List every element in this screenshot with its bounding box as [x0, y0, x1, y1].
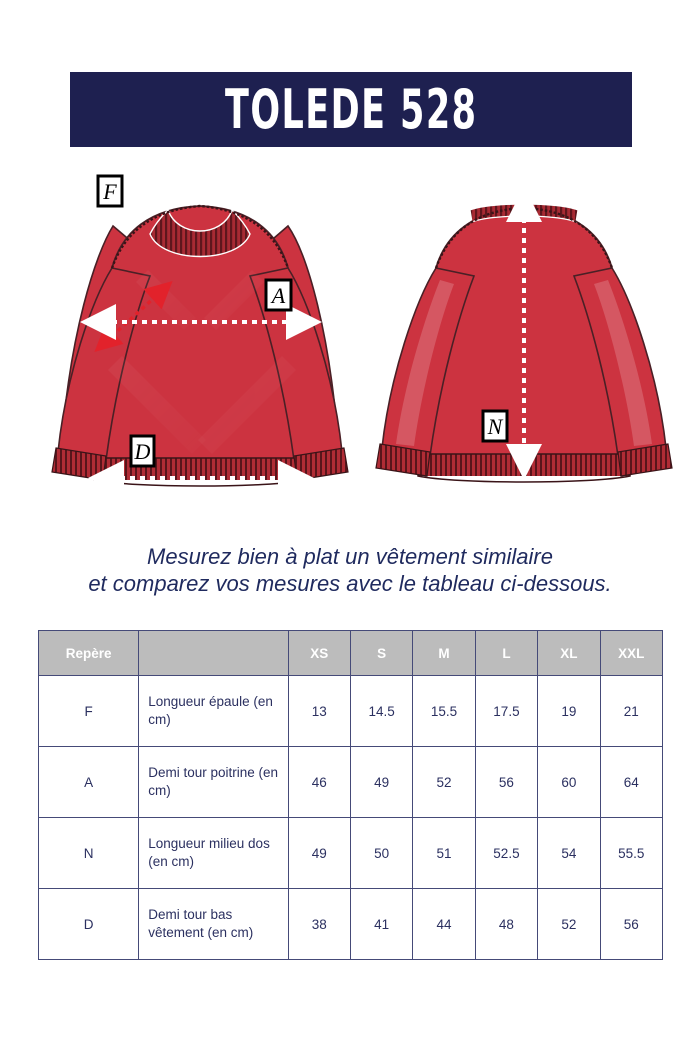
header-size-s: S	[350, 631, 412, 676]
cell-xl: 52	[538, 889, 600, 960]
svg-text:N: N	[487, 414, 503, 439]
table-row	[39, 747, 663, 818]
svg-text:F: F	[103, 179, 117, 204]
cell-xxl: 56	[600, 889, 662, 960]
cell-l: 48	[475, 889, 537, 960]
row-description: Demi tour bas vêtement (en cm)	[139, 889, 288, 960]
marker-d-label	[131, 436, 154, 466]
cell-m: 44	[413, 889, 475, 960]
svg-text:A: A	[271, 283, 286, 308]
marker-f-label	[98, 176, 122, 206]
instruction-line-2: et comparez vos mesures avec le tableau ci-dessous.	[88, 570, 612, 596]
header-size-xs: XS	[288, 631, 350, 676]
header-size-l: L	[475, 631, 537, 676]
cell-xl: 60	[538, 747, 600, 818]
header-size-m: M	[413, 631, 475, 676]
cell-s: 14.5	[350, 676, 412, 747]
table-row	[39, 818, 663, 889]
cell-xxl: 64	[600, 747, 662, 818]
cell-xxl: 55.5	[600, 818, 662, 889]
cell-xl: 54	[538, 818, 600, 889]
table-row	[39, 889, 663, 960]
cell-xl: 19	[538, 676, 600, 747]
row-description: Longueur milieu dos (en cm)	[139, 818, 288, 889]
marker-n-label	[483, 411, 507, 441]
row-description: Demi tour poitrine (en cm)	[139, 747, 288, 818]
row-marker: N	[39, 818, 139, 889]
page-title: TOLEDE 528	[224, 77, 478, 141]
cell-m: 52	[413, 747, 475, 818]
svg-text:D: D	[134, 439, 151, 464]
cell-m: 51	[413, 818, 475, 889]
cell-l: 56	[475, 747, 537, 818]
cell-l: 17.5	[475, 676, 537, 747]
cell-s: 50	[350, 818, 412, 889]
cell-xs: 46	[288, 747, 350, 818]
header-size-xl: XL	[538, 631, 600, 676]
cell-s: 41	[350, 889, 412, 960]
cell-xs: 38	[288, 889, 350, 960]
cell-xxl: 21	[600, 676, 662, 747]
size-chart-table	[38, 630, 663, 960]
measurement-instructions	[0, 544, 700, 598]
header-size-xxl: XXL	[600, 631, 662, 676]
table-header-row	[39, 631, 663, 676]
cell-m: 15.5	[413, 676, 475, 747]
row-marker: F	[39, 676, 139, 747]
title-banner	[70, 72, 632, 147]
front-sweater-graphic	[52, 206, 348, 486]
cell-xs: 49	[288, 818, 350, 889]
cell-s: 49	[350, 747, 412, 818]
header-marker: Repère	[39, 631, 139, 676]
cell-xs: 13	[288, 676, 350, 747]
marker-a-label	[266, 280, 291, 310]
header-description	[139, 631, 288, 676]
row-description: Longueur épaule (en cm)	[139, 676, 288, 747]
cell-l: 52.5	[475, 818, 537, 889]
row-marker: D	[39, 889, 139, 960]
table-row	[39, 676, 663, 747]
instruction-line-1: Mesurez bien à plat un vêtement similaire	[147, 544, 553, 569]
row-marker: A	[39, 747, 139, 818]
garment-illustration	[0, 160, 700, 520]
